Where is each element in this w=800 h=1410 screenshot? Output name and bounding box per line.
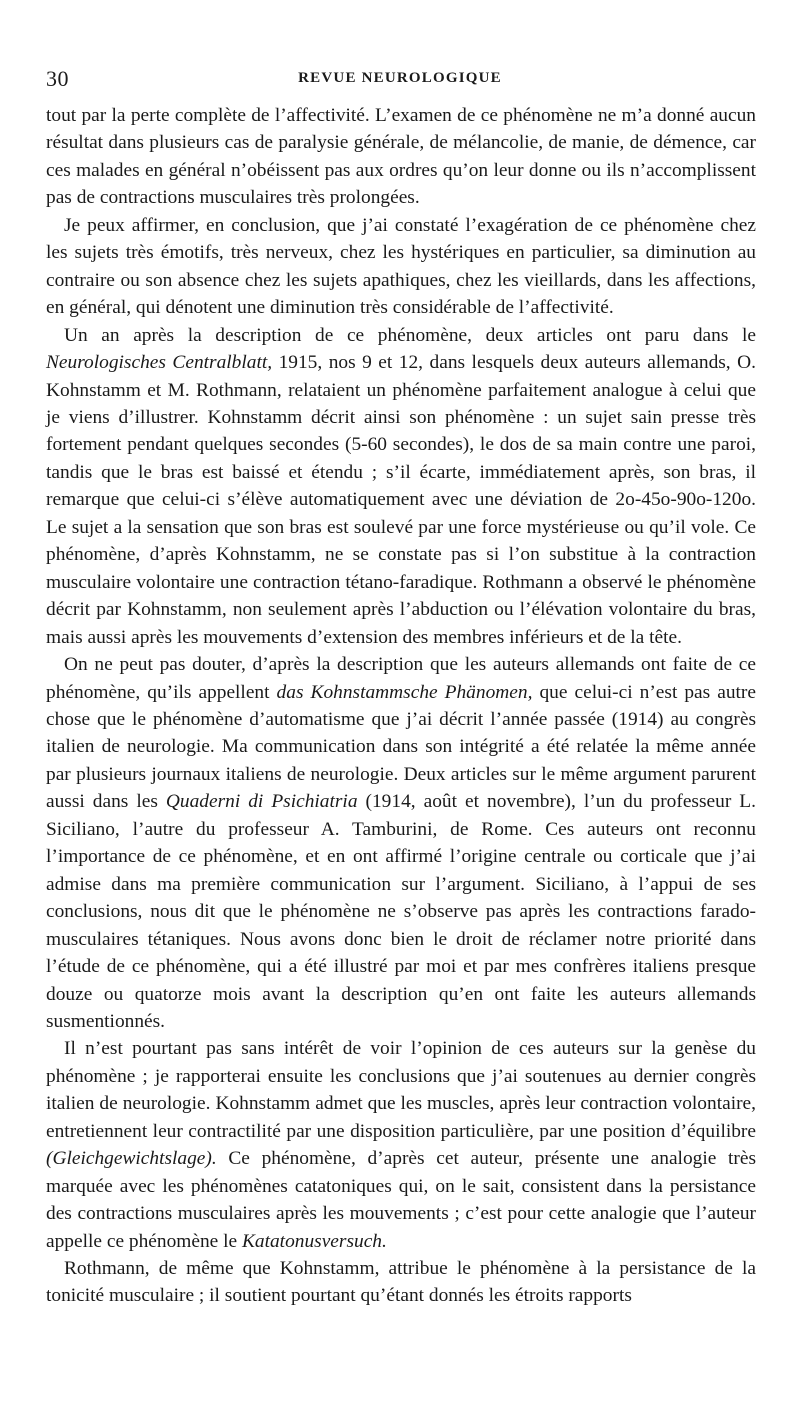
article-body <box>46 102 756 1310</box>
italic-citation: (Gleichgewichtslage). <box>46 1148 217 1170</box>
paragraph <box>46 1255 756 1310</box>
italic-citation: Neurologisches Centralblatt, <box>46 352 273 374</box>
paragraph <box>46 322 756 651</box>
paragraph-text: que celui-ci n’est pas autre chose que le phénomène d’automatisme que j’ai décrit l’année passée (1914) au congrès italien de neurologie. Ma communication dans son intégrité a été relatée la même année par plusieurs journaux italiens de neurologie. Deux articles sur le même argument parurent aussi dans les <box>46 681 756 813</box>
paragraph-text: tout par la perte complète de l’affectivité. L’examen de ce phénomène ne m’a donné aucun résultat dans plusieurs cas de paralysie générale, de mélancolie, de manie, de démence, car ces malades en général n’obéissent pas aux ordres qu’on leur donne ou ils n’accomplissent pas de contractions musculaires très prolongées. <box>46 105 756 209</box>
paragraph-text: 1915, nos 9 et 12, dans lesquels deux auteurs allemands, O. Kohnstamm et M. Rothmann, relataient un phénomène parfaitement analogue à celui que je viens d’illustrer. Kohnstamm décrit ainsi son phénomène : un sujet sain presse très fortement pendant quelques secondes (5-60 secondes), le dos de sa main contre une paroi, tandis que le bras est baissé et étendu ; s’il écarte, immédiatement après, son bras, il remarque que celui-ci s’élève automatiquement avec une déviation de 2o-45o-90o-120o. Le sujet a la sensation que son bras est soulevé par une force mystérieuse ou qu’il vole. Ce phénomène, d’après Kohnstamm, ne se constate pas si l’on substitue à la contraction musculaire volontaire une contraction tétano-faradique. Rothmann a observé le phénomène décrit par Kohnstamm, non seulement après l’abduction ou l’élévation volontaire du bras, mais aussi après les mouvements d’extension des membres inférieurs et de la tête. <box>46 352 756 648</box>
running-title: REVUE NEUROLOGIQUE <box>298 70 502 86</box>
paragraph-text: Je peux affirmer, en conclusion, que j’ai constaté l’exagération de ce phénomène chez les sujets très émotifs, très nerveux, chez les hystériques en particulier, sa diminution au contraire ou son absence chez les sujets apathiques, chez les vieillards, dans les affections, en général, qui dénotent une diminution très considérable de l’affectivité. <box>46 214 756 319</box>
paragraph-text: (1914, août et novembre), l’un du professeur L. Siciliano, l’autre du professeur A. Tamburini, de Rome. Ces auteurs ont reconnu l’importance de ce phénomène, et en ont affirmé l’origine centrale ou corticale que j’ai admise dans ma première communication sur l’argument. Siciliano, à l’appui de ses conclusions, nous dit que le phénomène ne s’observe pas après les contractions farado-musculaires tétaniques. Nous avons donc bien le droit de réclamer notre priorité dans l’étude de ce phénomène, qui a été illustré par moi et par mes confrères italiens presque douze ou quatorze mois avant la description qu’en ont faite les auteurs allemands susmentionnés. <box>46 791 756 1032</box>
paragraph-text: Il n’est pourtant pas sans intérêt de voir l’opinion de ces auteurs sur la genèse du phénomène ; je rapporterai ensuite les conclusions que j’ai soutenues au dernier congrès italien de neurologie. Kohnstamm admet que les muscles, après leur contraction volontaire, entretiennent leur contractilité par une disposition particulière, par une position d’équilibre <box>46 1038 756 1142</box>
paragraph-text: Un an après la description de ce phénomène, deux articles ont paru dans le <box>64 324 756 346</box>
paragraph-text: Ce phénomène, d’après cet auteur, présente une analogie très marquée avec les phénomènes catatoniques qui, on le sait, consistent dans la persistance des contractions musculaires après les mouvements ; c’est pour cette analogie que l’auteur appelle ce phénomène le <box>46 1148 756 1252</box>
paragraph <box>46 651 756 1035</box>
italic-citation: Katatonusversuch. <box>241 1230 387 1252</box>
italic-citation: Quaderni di Psichiatria <box>165 791 358 813</box>
paragraph <box>46 212 756 322</box>
paragraph <box>46 1035 756 1255</box>
paragraph <box>46 102 756 212</box>
paragraph-text: On ne peut pas douter, d’après la description que les auteurs allemands ont faite de ce phénomène, qu’ils appellent <box>46 654 756 703</box>
italic-citation: das Kohnstammsche Phänomen, <box>276 681 533 703</box>
paragraph-text: Rothmann, de même que Kohnstamm, attribue le phénomène à la persistance de la tonicité musculaire ; il soutient pourtant qu’étant donnés les étroits rapports <box>46 1258 756 1307</box>
page-number: 30 <box>46 66 69 91</box>
